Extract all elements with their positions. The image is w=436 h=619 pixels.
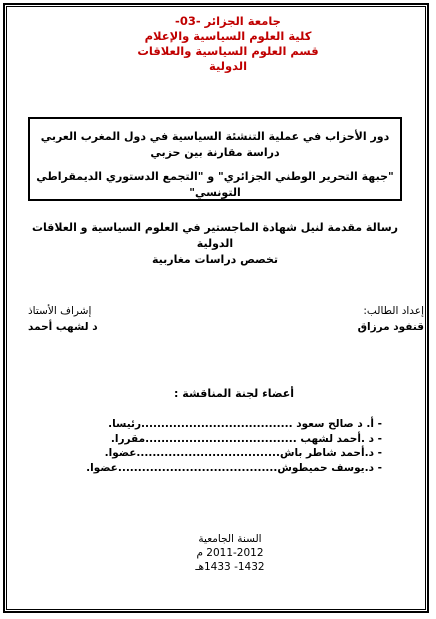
student-name: قنفود مرزاق [357,321,424,333]
gregorian-year: 2011-2012 م [196,547,264,559]
committee-list [62,417,382,475]
faculty-name: كلية العلوم السياسية والإعلام [144,29,312,43]
academic-year [175,532,285,574]
academic-year-label: السنة الجامعية [198,533,262,545]
thesis-title-box [28,117,402,201]
thesis-statement [20,220,410,268]
committee-member: - د .أحمد لشهب ......................................مقررا. [110,432,382,445]
supervisor-label: إشراف الأستاذ [28,305,92,317]
committee-member: - أ. د صالح سعود ......................................رئيسا. [108,418,382,430]
degree-statement: رسالة مقدمة لنيل شهادة الماجستير في العلوم السياسية و العلاقات الدولية [31,221,398,250]
prepared-by-label: إعداد الطالب: [363,305,424,317]
supervisor-name: د لشهب أحمد [28,321,98,333]
university-name: جامعة الجزائر -03- [175,14,281,28]
department-name: قسم العلوم السياسية والعلاقات الدولية [137,44,319,73]
thesis-title-line3: "جبهة التحرير الوطني الجزائري" و "التجمع الدستوري الديمقراطي التونسي" [36,170,394,199]
thesis-title-line2: دراسة مقارنة بين حزبي [150,146,280,159]
committee-member: - د.يوسف حميطوش........................................عضوا. [86,461,382,474]
committee-title: أعضاء لجنة المناقشة : [174,387,294,400]
committee-member: - د.أحمد شاطر باش....................................عضوا. [104,447,382,459]
specialization: تخصص دراسات مغاربية [151,253,279,266]
hijri-year: 1432- 1433هـ [195,561,265,573]
thesis-title-line1: دور الأحزاب في عملية التنشئة السياسية في دول المغرب العربي [40,130,390,143]
institution-header [128,14,328,74]
